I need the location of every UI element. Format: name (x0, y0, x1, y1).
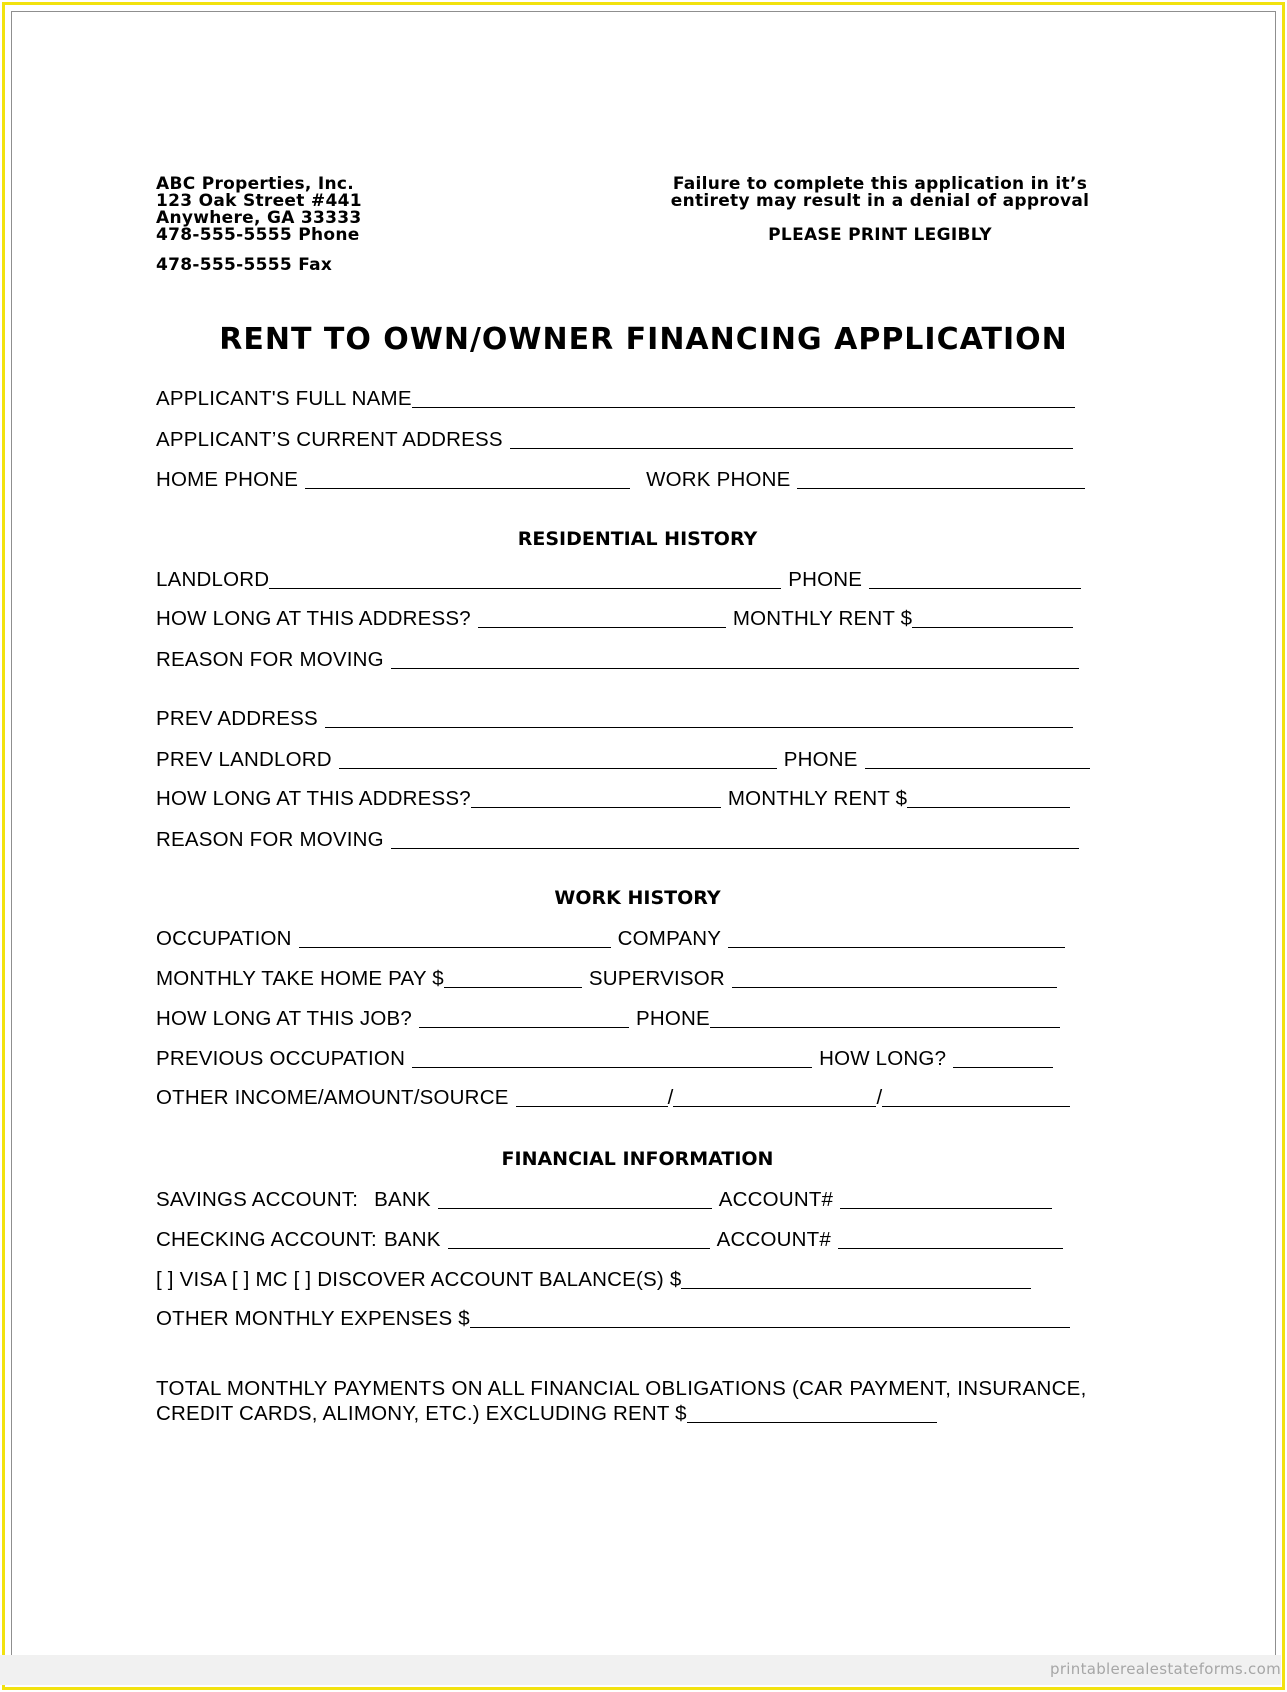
checking-bank-field[interactable] (448, 1229, 710, 1249)
prev-address-field[interactable] (325, 708, 1073, 728)
prev-how-long-row (156, 787, 1070, 811)
reason-row (156, 648, 1079, 672)
savings-bank-field[interactable] (438, 1189, 712, 1209)
landlord-phone-field[interactable] (869, 569, 1081, 589)
prev-monthly-rent-label: MONTHLY RENT $ (727, 787, 908, 810)
how-long-label: HOW LONG AT THIS ADDRESS? (156, 607, 471, 630)
prev-monthly-rent-field[interactable] (907, 788, 1070, 808)
prev-occupation-label: PREVIOUS OCCUPATION (156, 1047, 406, 1070)
work-heading: WORK HISTORY (554, 887, 721, 909)
prev-address-row (156, 707, 1073, 731)
applicant-name-row (156, 387, 1075, 411)
how-long-work-field[interactable] (953, 1048, 1053, 1068)
other-expenses-row (156, 1307, 1070, 1331)
income-amount-field[interactable] (673, 1087, 876, 1107)
take-home-field[interactable] (444, 968, 582, 988)
job-phone-label: PHONE (635, 1007, 710, 1030)
landlord-label: LANDLORD (156, 568, 270, 591)
applicant-address-row (156, 428, 1073, 452)
work-phone-label: WORK PHONE (646, 468, 791, 491)
prev-how-long-field[interactable] (471, 788, 721, 808)
income-source-field[interactable] (882, 1087, 1070, 1107)
how-long-label-work: HOW LONG? (819, 1047, 947, 1070)
take-home-label: MONTHLY TAKE HOME PAY $ (156, 967, 444, 990)
other-expenses-label: OTHER MONTHLY EXPENSES $ (156, 1307, 470, 1330)
other-income-field[interactable] (516, 1087, 668, 1107)
supervisor-label: SUPERVISOR (588, 967, 725, 990)
notice-line-1: Failure to complete this application in it’s (672, 174, 1088, 194)
reason-field[interactable] (391, 649, 1079, 669)
home-phone-field[interactable] (305, 469, 630, 489)
landlord-phone-label: PHONE (788, 568, 863, 591)
occupation-field[interactable] (299, 928, 611, 948)
total-payments-row (156, 1402, 937, 1426)
landlord-field[interactable] (269, 569, 781, 589)
savings-row (156, 1188, 1052, 1212)
applicant-name-field[interactable] (412, 388, 1075, 408)
prev-occupation-field[interactable] (412, 1048, 812, 1068)
reason-label: REASON FOR MOVING (156, 648, 384, 671)
work-phone-field[interactable] (797, 469, 1085, 489)
company-fax: 478-555-5555 Fax (156, 255, 333, 275)
company-name: ABC Properties, Inc. (156, 174, 355, 194)
prev-landlord-label: PREV LANDLORD (156, 748, 332, 771)
prev-how-long-label: HOW LONG AT THIS ADDRESS? (156, 787, 471, 810)
prev-landlord-field[interactable] (339, 749, 777, 769)
company-street: 123 Oak Street #441 (156, 191, 362, 211)
savings-label: SAVINGS ACCOUNT: (156, 1188, 359, 1211)
total-payments-field[interactable] (687, 1403, 937, 1423)
checking-account-field[interactable] (838, 1229, 1063, 1249)
occupation-label: OCCUPATION (156, 927, 292, 950)
slash-1: / (667, 1086, 674, 1109)
applicant-name-label: APPLICANT'S FULL NAME (156, 387, 412, 410)
financial-heading: FINANCIAL INFORMATION (501, 1148, 774, 1170)
cards-balance-field[interactable] (681, 1269, 1031, 1289)
prev-phone-field[interactable] (865, 749, 1090, 769)
other-income-label: OTHER INCOME/AMOUNT/SOURCE (156, 1086, 509, 1109)
total-payments-line-1: TOTAL MONTHLY PAYMENTS ON ALL FINANCIAL OBLIGATIONS (CAR PAYMENT, INSURANCE, (156, 1377, 1087, 1400)
notice-line-2: entirety may result in a denial of approval (670, 191, 1090, 211)
checking-bank-label: BANK (383, 1228, 441, 1251)
job-phone-field[interactable] (710, 1008, 1060, 1028)
company-phone: 478-555-5555 Phone (156, 225, 360, 245)
form-title: RENT TO OWN/OWNER FINANCING APPLICATION (219, 322, 1068, 357)
checking-label: CHECKING ACCOUNT: (156, 1228, 377, 1251)
company-field[interactable] (728, 928, 1065, 948)
savings-bank-label: BANK (374, 1188, 431, 1211)
checking-row (156, 1228, 1063, 1252)
other-expenses-field[interactable] (470, 1308, 1070, 1328)
cards-label: [ ] VISA [ ] MC [ ] DISCOVER ACCOUNT BALANCE(S) $ (156, 1268, 682, 1291)
company-label: COMPANY (617, 927, 722, 950)
supervisor-field[interactable] (732, 968, 1057, 988)
prev-phone-label: PHONE (783, 748, 858, 771)
home-phone-label: HOME PHONE (156, 468, 299, 491)
how-long-row (156, 607, 1073, 631)
prev-occupation-row (156, 1047, 1053, 1071)
prev-reason-field[interactable] (391, 829, 1079, 849)
landlord-row (156, 568, 1081, 592)
cards-row (156, 1268, 1031, 1292)
take-home-row (156, 967, 1057, 991)
watermark: printablerealestateforms.com (1050, 1660, 1281, 1678)
savings-account-field[interactable] (840, 1189, 1052, 1209)
prev-reason-row (156, 828, 1079, 852)
slash-2: / (876, 1086, 883, 1109)
monthly-rent-field[interactable] (912, 608, 1073, 628)
total-payments-line-2: CREDIT CARDS, ALIMONY, ETC.) EXCLUDING RENT $ (156, 1402, 687, 1425)
monthly-rent-label: MONTHLY RENT $ (732, 607, 913, 630)
checking-account-label: ACCOUNT# (716, 1228, 831, 1251)
occupation-row (156, 927, 1065, 951)
applicant-address-field[interactable] (510, 429, 1073, 449)
savings-account-label: ACCOUNT# (718, 1188, 834, 1211)
how-long-job-field[interactable] (419, 1008, 629, 1028)
residential-heading: RESIDENTIAL HISTORY (517, 528, 758, 550)
how-long-job-label: HOW LONG AT THIS JOB? (156, 1007, 412, 1030)
print-notice: PLEASE PRINT LEGIBLY (768, 225, 992, 245)
phones-row (156, 468, 1085, 492)
prev-landlord-row (156, 748, 1090, 772)
how-long-job-row (156, 1007, 1060, 1031)
how-long-field[interactable] (478, 608, 726, 628)
company-city: Anywhere, GA 33333 (156, 208, 362, 228)
applicant-address-label: APPLICANT’S CURRENT ADDRESS (156, 428, 503, 451)
prev-address-label: PREV ADDRESS (156, 707, 318, 730)
other-income-row (156, 1086, 1070, 1110)
prev-reason-label: REASON FOR MOVING (156, 828, 384, 851)
